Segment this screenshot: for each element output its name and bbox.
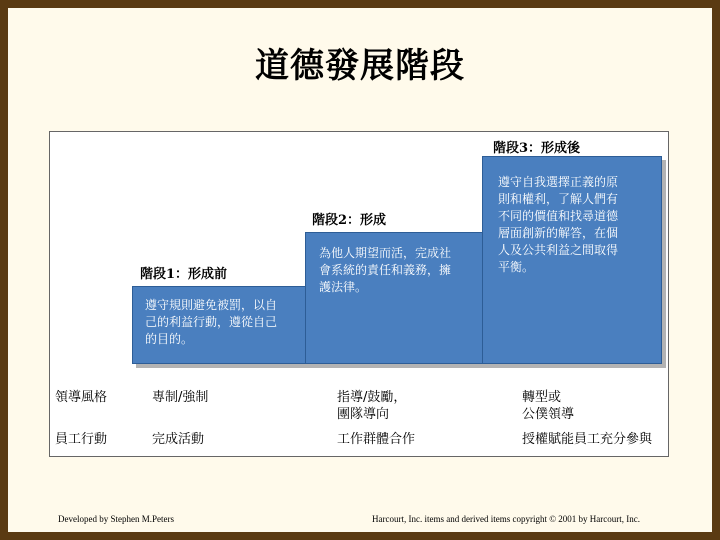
row-header-employee-action: 員工行動: [55, 432, 108, 447]
stage-3-text: [498, 174, 658, 276]
text-line: 轉型或: [522, 390, 562, 405]
leadership-style-stage-1: 專制/強制: [152, 390, 209, 405]
text-line: 護法律。: [319, 280, 368, 294]
text-line: 人及公共利益之間取得: [498, 243, 619, 257]
footer-copyright: Harcourt, Inc. items and derived items copyright © 2001 by Harcourt, Inc.: [372, 514, 641, 524]
text-line: 層面創新的解答，在個: [498, 226, 619, 240]
text-line: 遵守規則避免被罰，以自: [145, 298, 278, 312]
stage-3-label: 階段3：形成後: [493, 141, 581, 156]
stage-2-text: [319, 245, 479, 296]
text-line: 團隊導向: [337, 407, 390, 422]
text-line: 己的利益行動，遵從自己: [145, 315, 278, 329]
text-line: 公僕領導: [522, 407, 575, 422]
text-line: 平衡。: [498, 260, 535, 274]
slide-title: 道德發展階段: [255, 46, 465, 86]
text-line: 為他人期望而活，完成社: [319, 246, 452, 260]
employee-action-stage-3: 授權賦能員工充分參與: [522, 432, 653, 447]
row-header-leadership-style: 領導風格: [55, 390, 108, 405]
text-line: 的目的。: [145, 332, 194, 346]
footer-credit: Developed by Stephen M.Peters: [58, 514, 174, 524]
text-line: 指導/鼓勵，: [337, 390, 407, 405]
stage-2-label: 階段2：形成: [312, 213, 387, 228]
leadership-style-stage-2: [337, 389, 406, 423]
stage-1-label: 階段1：形成前: [140, 267, 228, 282]
stage-1-text: [145, 297, 303, 348]
employee-action-stage-1: 完成活動: [152, 432, 205, 447]
leadership-style-stage-3: [522, 389, 574, 423]
text-line: 則和權利，了解人們有: [498, 192, 619, 206]
text-line: 會系統的責任和義務，擁: [319, 263, 452, 277]
text-line: 遵守自我選擇正義的原: [498, 175, 619, 189]
text-line: 不同的價值和找尋道德: [498, 209, 619, 223]
employee-action-stage-2: 工作群體合作: [337, 432, 416, 447]
